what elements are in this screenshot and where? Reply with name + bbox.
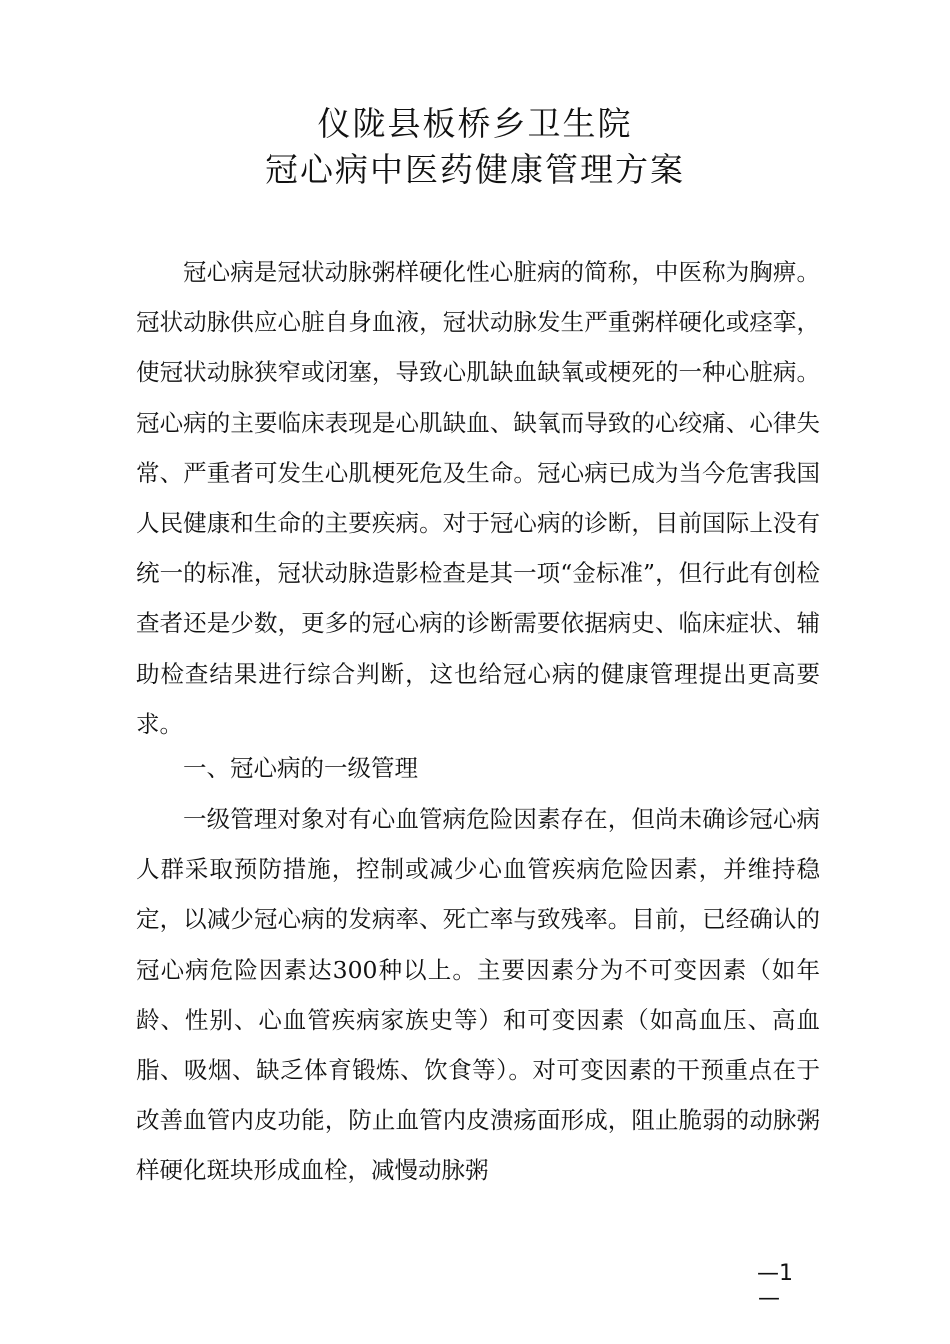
paragraph-introduction: 冠心病是冠状动脉粥样硬化性心脏病的简称，中医称为胸痹。冠状动脉供应心脏自身血液，冠状动脉发生严重粥样硬化或痉挛，使冠状动脉狭窄或闭塞，导致心肌缺血缺氧或梗死的一种心脏病。冠心病的主要临床表现是心肌缺血、缺氧而导致的心绞痛、心律失常、严重者可发生心肌梗死危及生命。冠心病已成为当今危害我国人民健康和生命的主要疾病。对于冠心病的诊断，目前国际上没有统一的标准，冠状动脉造影检查是其一项“金标准”，但行此有创检查者还是少数，更多的冠心病的诊断需要依据病史、临床症状、辅助检查结果进行综合判断，这也给冠心病的健康管理提出更高要求。	[136, 258, 820, 738]
document-title-line1: 仪陇县板桥乡卫生院	[317, 104, 633, 143]
section-heading-primary-management: 一、冠心病的一级管理	[183, 754, 418, 782]
paragraph-primary-management: 一级管理对象对有心血管病危险因素存在，但尚未确诊冠心病人群采取预防措施，控制或减少心血管疾病危险因素，并维持稳定，以减少冠心病的发病率、死亡率与致残率。目前，已经确认的冠心病危险因素达300种以上。主要因素分为不可变因素（如年龄、性别、心血管疾病家族史等）和可变因素（如高血压、高血脂、吸烟、缺乏体育锻炼、饮食等）。对可变因素的干预重点在于改善血管内皮功能，防止血管内皮溃疡面形成，阻止脆弱的动脉粥样硬化斑块形成血栓，减慢动脉粥	[136, 805, 820, 1185]
page-number-suffix: —	[758, 1286, 780, 1311]
document-title-line2: 冠心病中医药健康管理方案	[265, 150, 685, 189]
page-number: —1	[757, 1261, 793, 1286]
